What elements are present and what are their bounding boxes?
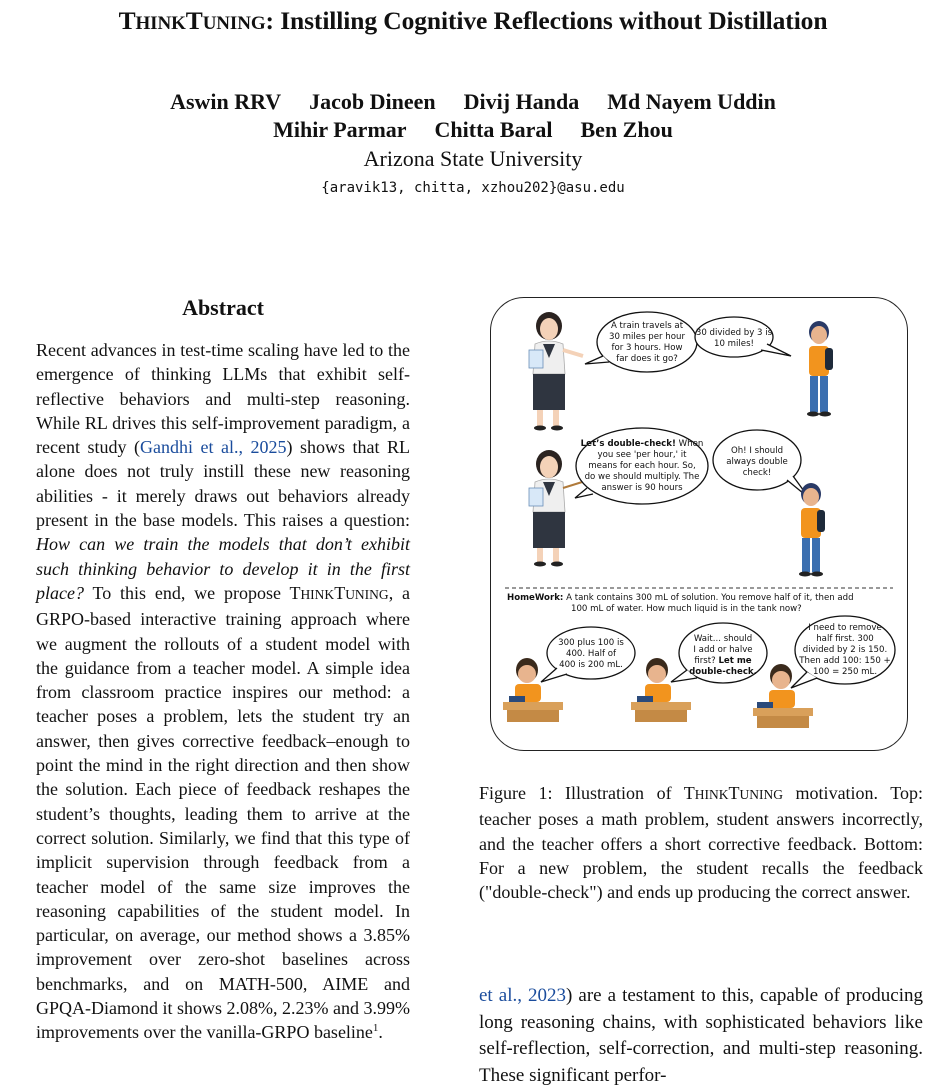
- bubble-line: check!: [742, 468, 772, 478]
- abstract-text: .: [378, 1022, 383, 1043]
- student-figure-top: [807, 321, 833, 417]
- bubble-line: 30 miles per hour: [608, 332, 686, 342]
- method-name: T: [728, 783, 740, 803]
- author: Ben Zhou: [580, 117, 673, 142]
- citation-link[interactable]: et al., 2023: [479, 985, 567, 1006]
- bubble-bold: Let’s double-check!: [580, 439, 676, 449]
- bubble-bold: double-check.: [689, 667, 757, 677]
- bubble-line: answer is 90 hours: [601, 483, 683, 493]
- teacher-figure-top: [529, 312, 583, 431]
- abstract-text: To this end, we propose: [83, 582, 290, 603]
- author: Jacob Dineen: [309, 89, 436, 114]
- homework-text: A tank contains 300 mL of solution. You remove half of it, then add: [563, 593, 854, 603]
- homework-line-2: 100 mL of water. How much liquid is in the tank now?: [571, 604, 802, 614]
- bubble-line: do we should multiply. The: [584, 472, 700, 482]
- title-sc-3: T: [185, 6, 203, 35]
- author: Mihir Parmar: [273, 117, 407, 142]
- bubble-line: Wait... should: [693, 634, 753, 644]
- bubble-line: divided by 2 is 150.: [802, 645, 888, 655]
- student-answer-bubble: [695, 317, 791, 357]
- bubble-line: 100 = 250 mL.: [812, 667, 878, 677]
- bubble-line: you see 'per hour,' it: [597, 450, 687, 460]
- title-sc-4: UNING: [202, 13, 266, 34]
- footnote-mark[interactable]: 1: [372, 1022, 379, 1035]
- intro-text: ) are a testament to this, capable of producing long reasoning chains, with sophisticated behaviors like self-reflection, self-correction, and multi-step reasoning. These significant perfor-: [479, 985, 923, 1086]
- bubble-line: I need to remove: [808, 623, 882, 633]
- author: Chitta Baral: [434, 117, 553, 142]
- citation-link[interactable]: Gandhi et al., 2025: [139, 437, 287, 458]
- paper-title: [0, 6, 946, 36]
- bubble-line: half first. 300: [816, 634, 874, 644]
- bubble-line: Oh! I should: [730, 446, 784, 456]
- method-name: T: [683, 783, 695, 803]
- abstract-heading: Abstract: [182, 295, 264, 320]
- bubble-line: 10 miles!: [713, 339, 755, 349]
- figure-1-illustration: [490, 297, 908, 751]
- title-sc-1: T: [118, 6, 136, 35]
- method-name: HINK: [300, 586, 335, 602]
- email: {aravik13, chitta, xzhou202}@asu.edu: [321, 180, 625, 196]
- authors-row-2: [0, 117, 946, 143]
- teacher-feedback-bubble: [575, 428, 708, 504]
- author: Md Nayem Uddin: [607, 89, 776, 114]
- bubble-line: 400 is 200 mL.: [559, 660, 623, 670]
- author: Aswin RRV: [170, 89, 282, 114]
- abstract-text: , a GRPO-based interactive training approach where we augment the rollouts of a student model with the guidance from a teacher model. A simple idea from classroom practice inspires our method: a teacher poses a problem, lets the student try an answer, then gives corrective feedback–enough to point the mind in the right direction and then show the solution. Each piece of feedback reshapes the student’s thoughts, leading them to arrive at the correct solution. Similarly, we find that this type of implicit supervision through feedback from a teacher model of the same size improves the reasoning capabilities of the student model. In particular, on average, our method shows a 3.85% improvement over zero-shot baselines across benchmarks, and on MATH-500, AIME and GPQA-Diamond it shows 2.08%, 2.23% and 3.99% improvements over the vanilla-GRPO baseline: [36, 582, 410, 1043]
- abstract-text: ) shows that RL alone does not truly instill these new reasoning abilities - it merely draws out behaviors already present in the base models. This raises a question:: [36, 437, 410, 531]
- homework-line-1: [507, 593, 854, 603]
- student-figure-middle: [799, 483, 825, 577]
- student-realization-bubble: [713, 430, 809, 498]
- student-attempt-3-bubble: [791, 616, 895, 688]
- bubble-line: means for each hour. So,: [588, 461, 696, 471]
- author: Divij Handa: [463, 89, 580, 114]
- bubble-line-part: first?: [694, 656, 719, 666]
- bubble-line: 30 divided by 3 is: [695, 328, 773, 338]
- bubble-line: When: [675, 439, 704, 449]
- bubble-line: for 3 hours. How: [611, 343, 683, 353]
- authors-row-1: [0, 89, 946, 115]
- method-name: T: [289, 582, 301, 603]
- abstract-question: How can we train the models that don’t exhibit such thinking behavior to develop it in the first place?: [36, 534, 410, 603]
- caption-text: motivation. Top: teacher poses a math problem, student answers incorrectly, and the teacher offers a short corrective feedback. Bottom: For a new problem, the student recalls the feedback ("double-check") and ends up producing the correct answer.: [479, 783, 923, 903]
- figure-svg: [491, 298, 907, 750]
- method-name: UNING: [739, 787, 784, 802]
- affiliation: Arizona State University: [363, 146, 583, 171]
- abstract-text: Recent advances in test-time scaling have led to the emergence of thinking LLMs that exhibit self-reflective behaviors and multi-step reasoning. While RL drives this self-improvement paradigm, a recent study (: [36, 340, 410, 458]
- student-desk-2: [631, 658, 691, 722]
- bubble-line: I add or halve: [693, 645, 753, 655]
- title-sc-2: HINK: [135, 13, 186, 34]
- bubble-line: far does it go?: [616, 354, 678, 364]
- teacher-question-bubble: [585, 312, 697, 372]
- caption-text: Figure 1: Illustration of: [479, 783, 684, 803]
- bubble-line: 400. Half of: [565, 649, 617, 659]
- intro-paragraph: [479, 983, 923, 1089]
- bubble-line: A train travels at: [610, 321, 684, 331]
- abstract-body: [36, 338, 410, 1045]
- figure-caption: [479, 781, 923, 904]
- bubble-line: [581, 439, 704, 449]
- method-name: UNING: [345, 586, 389, 602]
- bubble-line: [694, 656, 751, 666]
- bubble-line: always double: [726, 457, 788, 467]
- title-rest: : Instilling Cognitive Reflections without Distillation: [265, 6, 828, 35]
- method-name: T: [334, 582, 346, 603]
- student-attempt-2-bubble: [671, 623, 767, 683]
- bubble-line: Then add 100: 150 +: [799, 656, 891, 666]
- bubble-bold: Let me: [718, 656, 752, 666]
- homework-label: HomeWork:: [507, 593, 564, 603]
- student-desk-3: [753, 664, 813, 728]
- bubble-line: 300 plus 100 is: [558, 638, 624, 648]
- student-attempt-1-bubble: [541, 627, 635, 682]
- method-name: HINK: [694, 787, 729, 802]
